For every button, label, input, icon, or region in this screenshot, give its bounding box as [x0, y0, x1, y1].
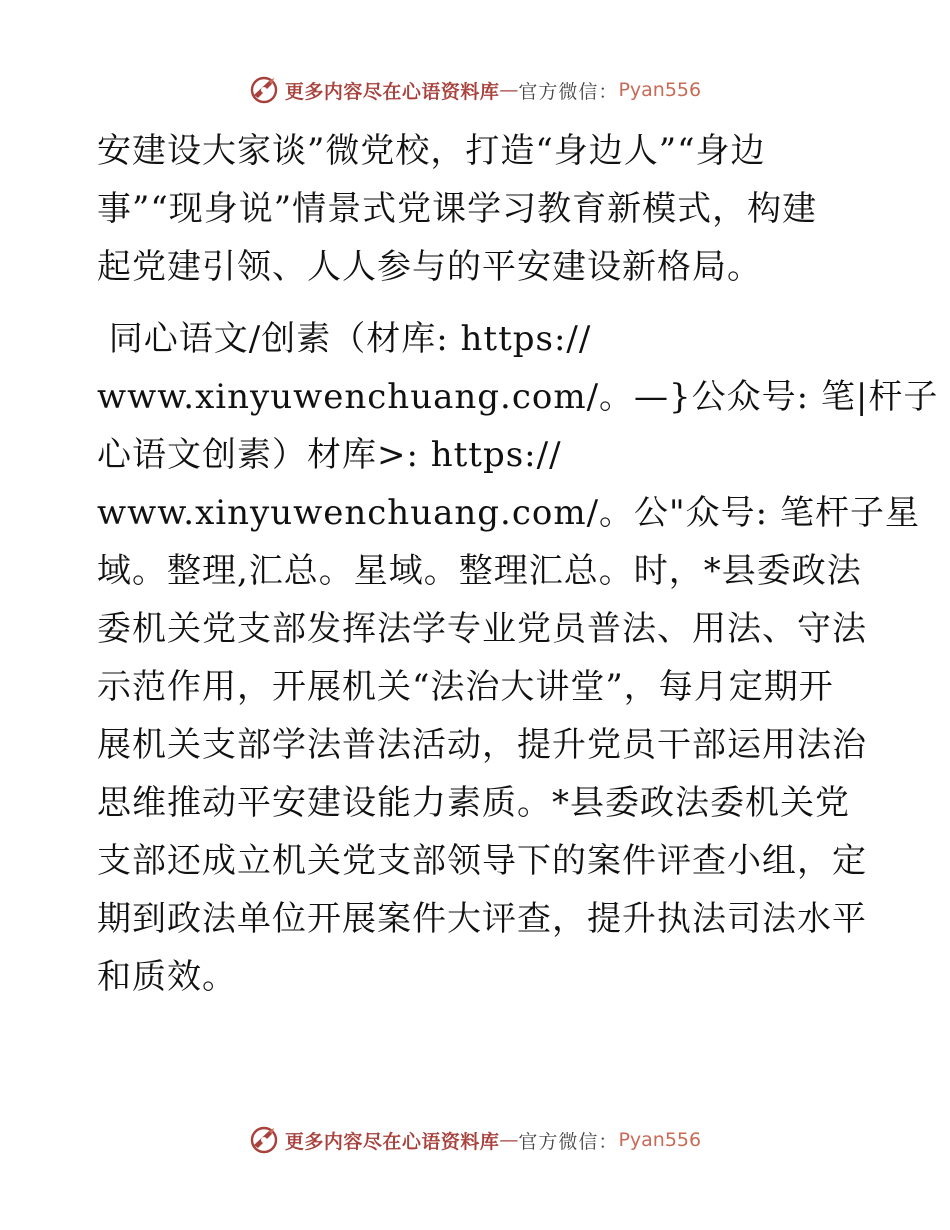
banner-main-text: 更多内容尽在心语资料库 — [284, 80, 500, 103]
text-line: 心语文创素）材库>: https:// — [97, 435, 562, 475]
footer-banner — [0, 1120, 950, 1160]
banner-main-text: 更多内容尽在心语资料库 — [284, 1130, 500, 1153]
text-line: 起党建引领、人人参与的平安建设新格局。 — [97, 247, 762, 287]
banner-wechat-id: Pyan556 — [618, 1129, 702, 1151]
document-body — [97, 122, 939, 1006]
text-line: www.xinyuwenchuang.com/。公"众号: 笔杆子星 — [97, 493, 920, 533]
banner-wechat-id: Pyan556 — [618, 79, 702, 101]
text-line: 域。整理,汇总。星域。整理汇总。时，*县委政法 — [97, 551, 862, 591]
paragraph-gap — [97, 296, 857, 310]
banner-wechat-label: 官方微信： — [518, 1130, 619, 1153]
banner-wechat-label: 官方微信： — [518, 80, 619, 103]
text-line: 示范作用，开展机关“法治大讲堂”，每月定期开 — [97, 667, 834, 707]
paragraph-2 — [97, 310, 939, 1006]
paragraph-1 — [97, 122, 857, 296]
text-line: 和质效。 — [97, 957, 237, 997]
text-line: 思维推动平安建设能力素质。*县委政法委机关党 — [97, 783, 850, 823]
text-line: 事”“现身说”情景式党课学习教育新模式，构建 — [97, 189, 818, 229]
brand-logo-icon — [249, 75, 279, 105]
text-line: 安建设大家谈”微党校，打造“身边人”“身边 — [97, 131, 766, 171]
brand-logo-icon — [249, 1125, 279, 1155]
header-banner — [0, 70, 950, 110]
text-line: 展机关支部学法普法活动，提升党员干部运用法治 — [97, 725, 867, 765]
text-line: 期到政法单位开展案件大评查，提升执法司法水平 — [97, 899, 867, 939]
text-line: 同心语文/创素（材库: https:// — [97, 319, 592, 359]
text-line: 委机关党支部发挥法学专业党员普法、用法、守法 — [97, 609, 867, 649]
text-line: www.xinyuwenchuang.com/。—}公众号: 笔|杆子 — [97, 377, 939, 417]
text-line: 支部还成立机关党支部领导下的案件评查小组，定 — [97, 841, 867, 881]
banner-dash: — — [499, 79, 519, 101]
banner-dash: — — [499, 1129, 519, 1151]
